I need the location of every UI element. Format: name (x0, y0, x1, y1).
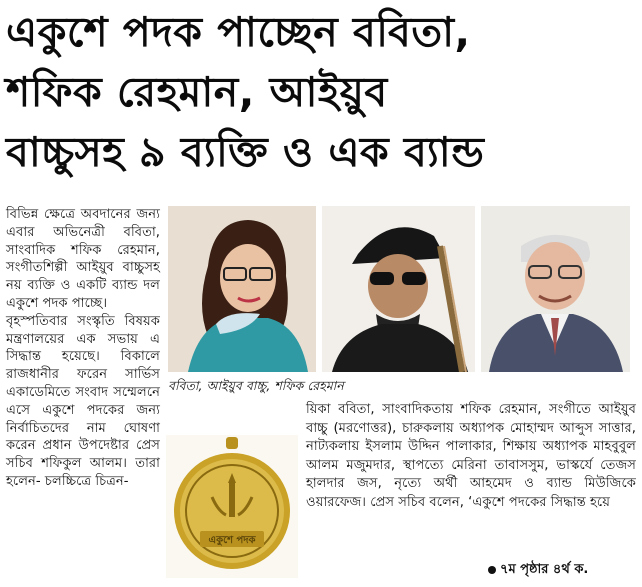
bullet-icon (488, 566, 496, 574)
continuation-note (488, 560, 588, 581)
article-paragraph-3: য়িকা ববিতা, সাংবাদিকতায় শফিক রেহমান, সংগীতে আইয়ুব বাচ্চু (মরণোত্তর), চারুকলায় অধ্যাপক মোহাম্মদ আব্দুস সাত্তার, নাট্যকলায় ইসলাম উদ্দিন পালাকার, শিক্ষায় অধ্যাপক মাহবুবুল আলম মজুমদার, স্থাপত্যে মেরিনা তাবাসসুম, ভাস্কর্যে তেজস হালদার জস, নৃত্যে অর্থী আহমেদ ও ব্যান্ড মিউজিকে ওয়ারফেজ। প্রেস সচিব বলেন, ‘একুশে পদকের সিদ্ধান্ত হয়ে (306, 402, 636, 510)
article-paragraph-1: বিভিন্ন ক্ষেত্রে অবদানের জন্য এবার অভিনেত্রী ববিতা, সাংবাদিক শফিক রেহমান, সংগীতশিল্পী আইয়ুব বাচ্চুসহ নয় ব্যক্তি ও একটি ব্যান্ড দল একুশে পদক পাচ্ছে। (6, 207, 160, 311)
continuation-text: ৭ম পৃষ্ঠার ৪র্থ ক. (500, 562, 589, 577)
article-paragraph-2: বৃহস্পতিবার সংস্কৃতি বিষয়ক মন্ত্রণালয়ের এক সভায় এ সিদ্ধান্ত হয়েছে। বিকালে রাজধানীর ফরেন সার্ভিস একাডেমিতে সংবাদ সম্মেলনে এসে একুশে পদকের জন্য নির্বাচিতদের নাম ঘোষণা করেন প্রধান উপদেষ্টার প্রেস সচিব শফিকুল আলম। তারা হলেন- চলচ্চিত্রে চিত্রন- (6, 313, 160, 489)
headline-line-2: শফিক রেহমান, আইয়ুব (6, 68, 388, 116)
ekushey-padak-medal (166, 435, 298, 578)
photo-ayub-bachchu (322, 206, 475, 372)
headline-line-1: একুশে পদক পাচ্ছেন ববিতা, (6, 8, 471, 56)
article-right-column (306, 401, 636, 512)
medal-text: একুশে পদক (208, 535, 256, 546)
photo-caption: ববিতা, আইয়ুব বাচ্চু, শফিক রেহমান (168, 378, 344, 393)
photo-shafik-rehman (481, 206, 630, 372)
photo-bobita (168, 206, 316, 372)
photo-strip (168, 206, 630, 372)
headline-line-3: বাচ্চুসহ ৯ ব্যক্তি ও এক ব্যান্ড (6, 128, 485, 176)
article-left-column (6, 206, 160, 491)
headline (6, 2, 638, 182)
